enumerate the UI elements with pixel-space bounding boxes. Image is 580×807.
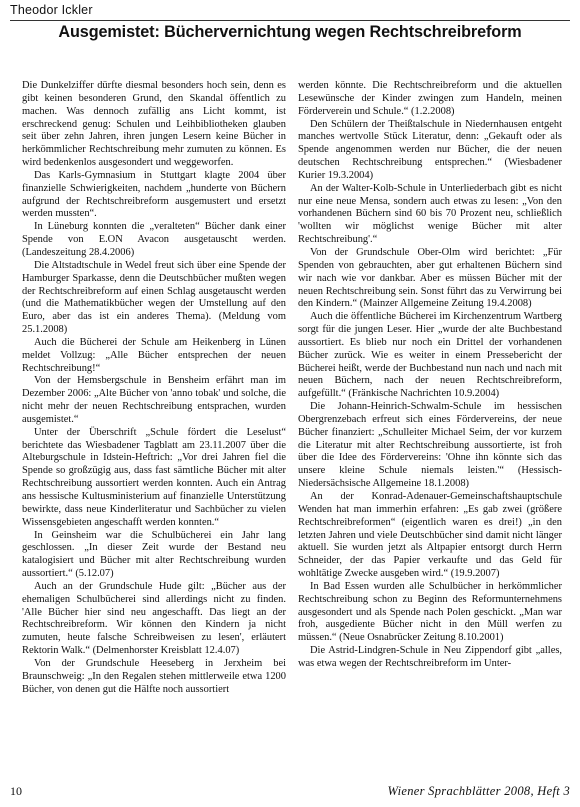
paragraph: werden könnte. Die Rechtschreibreform und die aktuellen Lesewünsche der Kinder zwingen zum Handeln, meinen Förderverein und Schule.“ (1.2.2008) (298, 80, 562, 117)
article-title: Ausgemistet: Büchervernichtung wegen Rechtschreibreform (58, 23, 522, 41)
paragraph: In Lüneburg konnten die „veralteten“ Bücher dank einer Spende von E.ON Avacon ausgetauscht werden. (Landeszeitung 28.4.2006) (22, 221, 286, 258)
paragraph: Auch die öffentliche Bücherei im Kirchenzentrum Wartberg sorgt für die jungen Leser. Hier „wurde der alte Buchbestand aussortiert. Es blieb nur noch ein Drittel der vorhandenen Bücher zurück. Wie es weiter in einem Pressebericht der Bücherei heißt, werde der Buchbestand nun nach und nach mit neuen Büchern, nach der neuen Rechtschreibreform, aufgefüllt.“ (Fränkische Nachrichten 10.9.2004) (298, 311, 562, 400)
author-name: Theodor Ickler (10, 3, 93, 17)
paragraph: Das Karls-Gymnasium in Stuttgart klagte 2004 über finanzielle Schwierigkeiten, nachdem „hunderte von Büchern aufgrund der Rechtschreibreform ausgemustert und ersetzt werden mussten“. (22, 169, 286, 220)
page-footer (10, 783, 570, 799)
paragraph: Die Astrid-Lindgren-Schule in Neu Zippendorf gibt „alles, was etwa wegen der Rechtschreibreform im Unter- (298, 645, 562, 669)
paragraph: Von der Grundschule Heeseberg in Jerxheim bei Braunschweig: „In den Regalen stehen mittlerweile etwa 1200 Bücher, von denen gut die Hälfte noch aussortiert (22, 657, 286, 695)
paragraph: In Geinsheim war die Schulbücherei ein Jahr lang geschlossen. „In dieser Zeit wurde der Bestand neu katalogisiert und Bücher mit alter Rechtschreibung wurden aussortiert.“ (5.12.07) (22, 529, 286, 580)
paragraph: In Bad Essen wurden alle Schulbücher in herkömmlicher Rechtschreibung schon zu Beginn des Reformunternehmens ausgesondert und als Spende nach Polen geschickt. „Man war froh, ausgediente Bücher nicht in den Müll werfen zu müssen.“ (Neue Osnabrücker Zeitung 8.10.2001) (298, 580, 562, 644)
paragraph: Auch an der Grundschule Hude gilt: „Bücher aus der ehemaligen Schulbücherei sind allerdings nicht zu finden. 'Alle Bücher hier sind neu angeschafft. Das liegt an der Rechtschreibreform. Wir können den Kindern ja nicht zumuten, heute falsche Schreibweisen zu lesen', erläutert Rektorin Walk.“ (Delmenhorster Kreisblatt 12.4.07) (22, 580, 286, 657)
paragraph: Unter der Überschrift „Schule fördert die Leselust“ berichtete das Wiesbadener Tagblatt am 23.11.2007 über die Alteburgschule in Idstein-Heftrich: „Vor drei Jahren fiel die Spende so großzügig aus, dass fast sämtliche Bücher mit alter Rechtschreibung aussortiert werden konnten. Auch ein Antrag ans hessische Kultusministerium auf finanzielle Unterstützung bewirkte, dass neue Kinderliteratur und Sachbücher zu vielen Wissensgebieten angeschafft werden konnten.“ (22, 426, 286, 528)
paragraph: An der Konrad-Adenauer-Gemeinschaftshauptschule Wenden hat man immerhin erfahren: „Es gab zwei (größere Rechtschreibreformen“ (eigentlich waren es drei!) „in den letzten Jahren und viele Deutschbücher sind damit nicht länger aktuell. Sie wurden jetzt als Altpapier entsorgt durch Herrn Schneider, der das Papier verkaufte und das Geld für wohltätige Zwecke ausgeben wird.“ (19.9.2007) (298, 491, 562, 580)
right-column (298, 80, 562, 770)
article-body (22, 80, 562, 770)
paragraph: Die Dunkelziffer dürfte diesmal besonders hoch sein, denn es gibt keinen besonderen Grund, den Skandal öffentlich zu machen. Was dennoch zufällig ans Licht kommt, ist erschreckend genug: Schulen und Leihbibliotheken glauben seit über zehn Jahren, ihren jungen Lesern keine Bücher in herkömmlicher Rechtschreibung mehr zumuten zu können. Es wird bedenkenlos ausgesondert und weggeworfen. (22, 80, 286, 169)
journal-name: Wiener Sprachblätter 2008, Heft 3 (387, 784, 570, 798)
header-rule (10, 20, 570, 21)
paragraph: An der Walter-Kolb-Schule in Unterliederbach gibt es nicht nur eine neue Mensa, sondern auch etwas zu lesen: „Von den vorhandenen Büchern sind 60 bis 70 Prozent neu, schließlich 'wollten wir möglichst wenige Bücher mit alter Rechtschreibung'.“ (298, 182, 562, 246)
paragraph: Den Schülern der Theißtalschule in Niedernhausen entgeht manches wertvolle Stück Literatur, denn: „Gekauft oder als Spende angenommen werden nur Bücher, die der neuen deutschen Rechtschreibung entsprechen.“ (Wiesbadener Kurier 19.3.2004) (298, 118, 562, 181)
paragraph: Von der Grundschule Ober-Olm wird berichtet: „Für Spenden von gebrauchten, aber gut erhaltenen Büchern sind wir nach wie vor dankbar. Aber es müssen Bücher mit der neuen Rechtschreibung sein. Sonst führt das zu Verwirrung bei den Kindern.“ (Mainzer Allgemeine Zeitung 19.4.2008) (298, 246, 562, 310)
paragraph: Die Johann-Heinrich-Schwalm-Schule im hessischen Obergrenzebach erfreut sich eines Fördervereins, der neue Bücher finanziert: „Schulleiter Michael Seim, der vor kurzem die Literatur mit alter Rechtschreibung aussortierte, ist froh über die Idee des Fördervereins: 'Ohne ihn könnte sich das unsere kleine Schule niemals leisten.'“ (Hessisch-Niedersächsische Allgemeine 18.1.2008) (298, 401, 562, 490)
paragraph: Von der Hemsbergschule in Bensheim erfährt man im Dezember 2006: „Alte Bücher von 'anno tobak' und solche, die nicht mehr der neuen Rechtschreibung entsprachen, wurden ausgemistet.“ (22, 375, 286, 425)
page-number: 10 (10, 784, 22, 798)
left-column (22, 80, 286, 770)
paragraph: Auch die Bücherei der Schule am Heikenberg in Lünen meldet Vollzug: „Alle Bücher entsprechen der neuen Rechtschreibung!“ (22, 336, 286, 374)
paragraph: Die Altstadtschule in Wedel freut sich über eine Spende der Hamburger Sparkasse, denn die Deutschbücher mußten wegen der Rechtschreibreform auf einen Schlag ausgetauscht werden (und die Mathematikbücher wegen der Umstellung auf den Euro, aber das ist ein anderes Thema). (Meldung vom 25.1.2008) (22, 259, 286, 336)
